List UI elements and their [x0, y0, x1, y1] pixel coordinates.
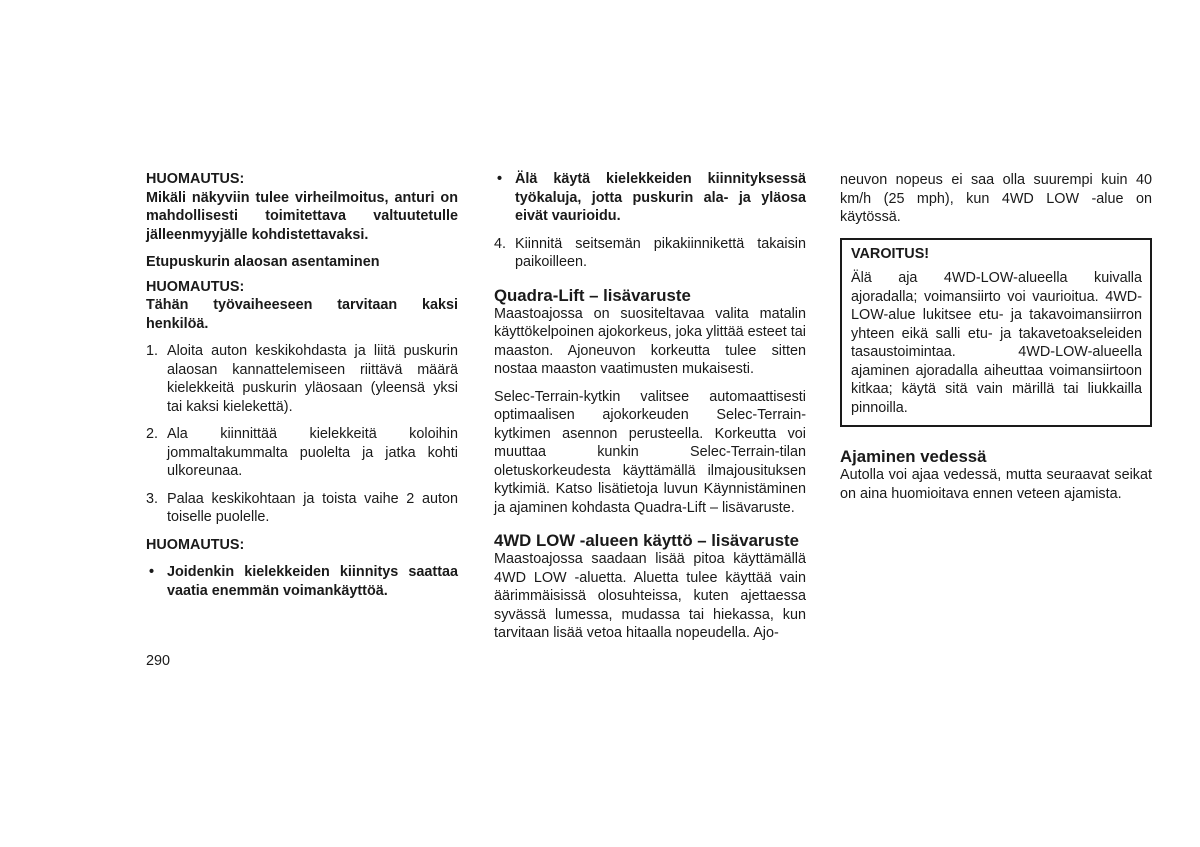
step-text: Aloita auton keskikohdasta ja liitä puskurin alaosan kannattelemiseen riittävä määrä kielekkeitä puskurin yläosaan (yleensä yksi tai kaksi kielekettä). — [167, 343, 458, 415]
warning-title: VAROITUS! — [851, 245, 930, 262]
warning-body: Älä aja 4WD-LOW-alueella kuivalla ajoradalla; voimansiirto voi vaurioitua. 4WD-LOW-alue lukitsee etu- ja takavoimansiirron yhteen eikä salli etu- ja takavetoakseleiden tasaustoimintaa. 4WD-LOW-alueella ajaminen ajoradalla aiheuttaa voimansiirtoon kitkaa; käytä sitä vain märillä tai liukkailla pinnoilla. — [851, 270, 1142, 416]
paragraph: Maastoajossa saadaan lisää pitoa käyttämällä 4WD LOW -aluetta. Aluetta tulee käyttää vain äärimmäisissä olosuhteissa, kuten ajettaessa syvässä lumessa, mudassa tai hiekassa, kun tarvitaan lisää vetoa hitaalla nopeudella. Ajo- — [494, 551, 806, 641]
list-item — [494, 170, 806, 226]
note-body: Tähän työvaiheeseen tarvitaan kaksi henkilöä. — [146, 297, 458, 332]
step-number: 3. — [146, 490, 159, 507]
right-column — [840, 171, 1152, 503]
steps-list — [146, 342, 458, 527]
list-item — [146, 425, 458, 481]
section-heading: Ajaminen vedessä — [840, 447, 987, 466]
bullet-text: Joidenkin kielekkeiden kiinnitys saattaa vaatia enemmän voimankäyttöä. — [167, 564, 458, 599]
bullet-icon: • — [149, 564, 155, 580]
step-number: 1. — [146, 343, 159, 359]
step-text: Kiinnitä seitsemän pikakiinnikettä takaisin paikoilleen. — [515, 235, 806, 270]
note-body: Mikäli näkyviin tulee virheilmoitus, anturi on mahdollisesti toimitettava valtuutetulle jälleenmyyjälle kohdistettavaksi. — [146, 189, 458, 243]
left-column — [146, 170, 458, 609]
list-item — [146, 563, 458, 600]
list-item — [146, 490, 458, 527]
bullet-text: Älä käytä kielekkeiden kiinnityksessä työkaluja, jotta puskurin ala- ja yläosa eivät vaurioidu. — [515, 171, 806, 224]
note-heading: HUOMAUTUS: — [146, 278, 245, 295]
paragraph: neuvon nopeus ei saa olla suurempi kuin 40 km/h (25 mph), kun 4WD LOW -alue on käytössä. — [840, 172, 1152, 225]
steps-list — [494, 235, 806, 272]
paragraph: Autolla voi ajaa vedessä, mutta seuraavat seikat on aina huomioitava ennen veteen ajamista. — [840, 467, 1152, 502]
bullet-list — [146, 563, 458, 600]
step-number: 4. — [494, 235, 507, 252]
list-item — [146, 342, 458, 416]
note-heading: HUOMAUTUS: — [146, 171, 245, 187]
page-number: 290 — [146, 653, 171, 669]
step-text: Ala kiinnittää kielekkeitä koloihin jommaltakummalta puolelta ja jatka kohti ulkoreunaa. — [167, 426, 458, 479]
step-number: 2. — [146, 426, 159, 442]
section-title: Etupuskurin alaosan asentaminen — [146, 254, 380, 270]
section-heading: Quadra-Lift – lisävaruste — [494, 285, 691, 305]
paragraph: Maastoajossa on suositeltavaa valita matalin käyttökelpoinen ajokorkeus, joka ylittää esteet tai maaston. Ajoneuvon korkeutta tulee sitten nostaa maaston vaatimusten mukaisesti. — [494, 305, 806, 377]
note-heading: HUOMAUTUS: — [146, 536, 245, 553]
warning-box — [840, 238, 1152, 428]
bullet-list — [494, 170, 806, 226]
list-item — [494, 235, 806, 272]
step-text: Palaa keskikohtaan ja toista vaihe 2 auton toiselle puolelle. — [167, 490, 458, 525]
section-heading: 4WD LOW -alueen käyttö – lisävaruste — [494, 531, 799, 550]
bullet-icon: • — [497, 171, 503, 187]
middle-column — [494, 170, 806, 643]
paragraph: Selec-Terrain-kytkin valitsee automaattisesti optimaalisen ajokorkeuden Selec-Terrain-kytkimen asennon perusteella. Korkeutta voi muuttaa kunkin Selec-Terrain-tilan oletuskorkeudesta käyttämällä ilmajousituksen kytkimiä. Katso lisätietoja luvun Käynnistäminen ja ajaminen kohdasta Quadra-Lift – lisävaruste. — [494, 388, 806, 516]
